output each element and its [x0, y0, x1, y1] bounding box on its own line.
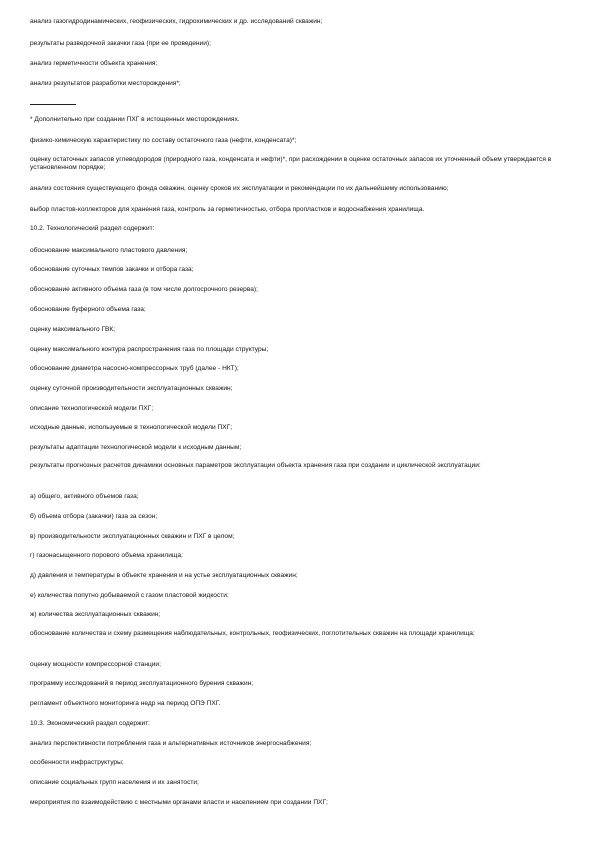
section-heading: 10.3. Экономический раздел содержит:: [30, 720, 151, 727]
text-line: анализ результатов разработки месторождения*;: [30, 80, 181, 87]
text-line: обоснование суточных темпов закачки и отбора газа;: [30, 266, 194, 273]
text-line: выбор пластов-коллекторов для хранения газа, контроль за герметичностью, отбора пропластков и водоснабжения хранилища.: [30, 206, 425, 213]
text-line: оценку максимального контура распространения газа по площади структуры;: [30, 346, 269, 353]
footnote: * Дополнительно при создании ПХГ в истощенных месторождениях.: [30, 116, 240, 123]
text-line: результаты адаптации технологической модели к исходным данным;: [30, 444, 242, 451]
text-line: обоснование количества и схему размещения наблюдательных, контрольных, геофизических, поглотительных скважин на площади хранилища;: [30, 630, 475, 637]
text-line: анализ состояния существующего фонда скважин, оценку сроков их эксплуатации и рекомендации по их дальнейшему использованию;: [30, 185, 449, 192]
footnote-separator: [30, 104, 76, 105]
list-item: г) газонасыщенного порового объема хранилища;: [30, 552, 183, 559]
text-line: оценку остаточных запасов углеводородов (природного газа, конденсата и нефти)*, при расхождении в оценке остаточных запасов их уточненный объем утверждается в установленном порядке;: [30, 156, 552, 172]
text-line: мероприятия по взаимодействию с местными органами власти и населением при создании ПХГ;: [30, 799, 328, 806]
text-line: обоснование буферного объема газа;: [30, 306, 146, 313]
text-line: оценку мощности компрессорной станции;: [30, 661, 161, 668]
list-item: б) объема отбора (закачки) газа за сезон;: [30, 513, 158, 520]
text-line: анализ герметичности объекта хранения;: [30, 60, 158, 67]
text-line: программу исследований в период эксплуатационного бурения скважин;: [30, 680, 254, 687]
text-line: обоснование максимального пластового давления;: [30, 247, 188, 254]
text-line: обоснование активного объема газа (в том числе долгосрочного резерва);: [30, 286, 258, 293]
list-item: а) общего, активного объемов газа;: [30, 493, 139, 500]
text-line: результаты прогнозных расчетов динамики основных параметров эксплуатации объекта хранения газа при создании и циклической эксплуатации:: [30, 462, 481, 469]
text-line: описание социальных групп населения и их занятости;: [30, 779, 199, 786]
text-line: исходные данные, используемые в технологической модели ПХГ;: [30, 424, 233, 431]
list-item: д) давления и температуры в объекте хранения и на устье эксплуатационных скважин;: [30, 572, 298, 579]
text-line: обоснование диаметра насосно-компрессорных труб (далее - НКТ);: [30, 365, 239, 372]
text-line: оценку суточной производительности эксплуатационных скважин;: [30, 385, 233, 392]
text-line: особенности инфраструктуры;: [30, 759, 124, 766]
section-heading: 10.2. Технологический раздел содержит:: [30, 225, 155, 232]
text-line: оценку максимального ГВК;: [30, 326, 116, 333]
text-line: регламент объектного мониторинга недр на период ОПЭ ПХГ.: [30, 700, 221, 707]
list-item: е) количества попутно добываемой с газом пластовой жидкости;: [30, 592, 229, 599]
text-line: описание технологической модели ПХГ;: [30, 405, 154, 412]
list-item: ж) количества эксплуатационных скважин;: [30, 611, 161, 618]
text-line: анализ газогидродинамических, геофизических, гидрохимических и др. исследований скважин;: [30, 18, 323, 25]
list-item: в) производительности эксплуатационных скважин и ПХГ в целом;: [30, 533, 235, 540]
text-line: результаты разведочной закачки газа (при ее проведении);: [30, 40, 211, 47]
text-line: физико-химическую характеристику по составу остаточного газа (нефти, конденсата)*;: [30, 137, 297, 144]
text-line: анализ перспективности потребления газа и альтернативных источников энергоснабжения;: [30, 740, 312, 747]
